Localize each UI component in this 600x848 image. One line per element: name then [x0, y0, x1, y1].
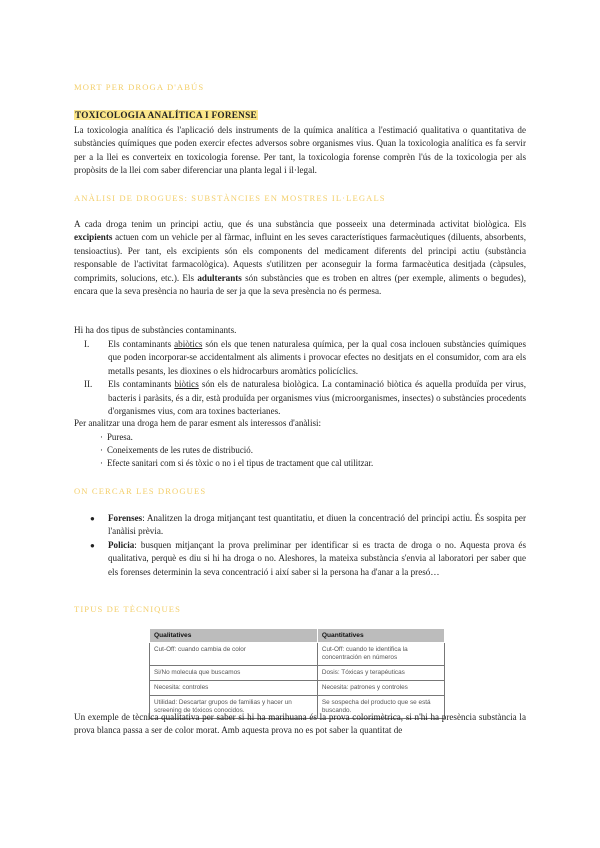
table-row: [150, 681, 445, 696]
list-text-body: : busquen mitjançant la prova preliminar per identificar si es tracta de droga o no. Aquesta prova és qualitativa, perquè es diu si hi ha droga o no. Aleshores, la mateixa substància s'envia al laboratori per saber que els forenses determinin la seva concentració i així saber si la persona ha d'anar a la presó…: [108, 539, 526, 577]
list-text-post: són els que tenen naturalesa química, per la qual cosa inclouen substàncies químiques que poden incorporar-se accidentalment als aliments i provocar efectes no desitjats en el consumidor, com ara els metalls pesants, les dioxines o els hidrocarburs aromàtics policíclics.: [108, 339, 526, 376]
techniques-table: [149, 628, 445, 719]
paragraph-text: són substàncies que es troben en altres (per exemple, aliments o begudes), encara que la seva presència no hauria de ser ja que la seva presència no és permesa.: [74, 272, 526, 297]
table-cell: Cut-Off: cuando cambia de color: [150, 643, 318, 666]
list-item: [100, 444, 373, 457]
bullet-icon: ·: [100, 445, 103, 455]
paragraph-exemple-tecnica: Un exemple de tècnica qualitativa per saber si hi ha marihuana és la prova colorimètrica, si n'hi ha presència substància la prova blanca passa a ser de color morat. Amb aquesta prova no es pot saber la quantitat de: [74, 712, 526, 736]
list-item: [90, 512, 526, 539]
section-heading-analisi: ANÀLISI DE DROGUES: SUBSTÀNCIES EN MOSTRES IL·LEGALS: [74, 193, 386, 203]
list-text: Coneixements de les rutes de distribució.: [107, 445, 253, 455]
interests-list: [100, 431, 373, 470]
paragraph-text: A cada droga tenim un principi actiu, que és una substància que posseeix una determinada activitat biològica. Els: [74, 219, 526, 229]
list-text: [108, 378, 526, 418]
paragraph-text: actuen com un vehicle per al fàrmac, influint en les seves característiques farmacèutiques (diluents, absorbents, tensioactius). Per tant, els excipients són els components del medicament diferents del principi actiu (substància responsable de l'activitat farmacològica). Aquests s'utilitzen per aconseguir la forma farmacèutica desitjada (càpsules, comprimits, solucions, etc.). Els: [74, 232, 526, 283]
where-list: [90, 512, 526, 579]
table-cell: Se sospecha del producto que se está buscando.: [317, 696, 444, 719]
list-text-post: són els de naturalesa biològica. La contaminació biòtica és aquella produïda per virus, bacteris i paràsits, és a dir, està produïda per organismes vius (microorganismes, insectes) o substàncies procedents d'organismes vius, com ara toxines bacterianes.: [108, 379, 527, 417]
list-item: [74, 378, 526, 418]
contaminants-list: [74, 338, 526, 418]
column-header-quantitatives: Quantitatives: [317, 629, 444, 643]
bullet-icon: ·: [100, 458, 103, 468]
paragraph-toxicologia: La toxicologia analítica és l'aplicació dels instruments de la química analítica a l'estimació qualitativa o quantitativa de substàncies químiques que poden exercir efectes adversos sobre organismes vius. Quan la toxicologia analítica es fa servir per a la llei es converteix en toxicologia forense. Per tant, la toxicologia forense comprèn l'ús de la toxicologia per als propòsits de la llei com saber diferenciar una planta legal i il·legal.: [74, 125, 526, 176]
table-row: [150, 643, 445, 666]
table-cell: Dosis: Tóxicas y terapéuticas: [317, 666, 444, 681]
list-number: I.: [84, 339, 90, 349]
list-item: [100, 457, 373, 470]
list-item: [74, 338, 526, 378]
paragraph-contaminants-intro: Hi ha dos tipus de substàncies contaminants.: [74, 325, 237, 335]
table-cell: Utilidad: Descartar grupos de familias y hacer un screening de tóxicos conocidos.: [150, 696, 318, 719]
bullet-icon: ●: [90, 540, 95, 550]
table-cell: Cut-Off: cuando te identifica la concentración en números: [317, 643, 444, 666]
paragraph-interessos: Per analitzar una droga hem de parar esment als interessos d'anàlisi:: [74, 418, 322, 428]
term-adulterants: adulterants: [197, 272, 242, 283]
list-text: [108, 512, 526, 539]
table-cell: Necesita: patrones y controles: [317, 681, 444, 696]
table-cell: Si/No molecula que buscamos: [150, 666, 318, 681]
list-text-pre: Els contaminants: [108, 339, 175, 349]
section-heading-mort: MORT PER DROGA D'ABÚS: [74, 82, 205, 92]
section-heading-tecniques: TIPUS DE TÈCNIQUES: [74, 604, 182, 614]
term-abiotics: abiòtics: [174, 339, 203, 349]
section-heading-on-cercar: ON CERCAR LES DROGUES: [74, 486, 207, 496]
list-text: [108, 539, 526, 579]
list-item: [100, 431, 373, 444]
list-text-pre: Els contaminants: [108, 379, 175, 390]
bullet-icon: ●: [90, 514, 95, 523]
table-header-row: [150, 629, 445, 643]
bullet-icon: ·: [100, 432, 103, 442]
term-policia: Policia: [108, 539, 135, 550]
list-number: II.: [84, 379, 93, 390]
column-header-qualitatives: Qualitatives: [150, 629, 318, 643]
table-row: [150, 666, 445, 681]
subheading-toxicologia: TOXICOLOGIA ANALÍTICA I FORENSE: [75, 110, 257, 120]
term-biotics: biòtics: [174, 379, 199, 390]
list-text: Efecte sanitari com si és tòxic o no i el tipus de tractament que cal utilitzar.: [107, 458, 374, 468]
list-text-body: : Analitzen la droga mitjançant test quantitatiu, et diuen la concentració del principi actiu. És sospita per l'anàlisi prèvia.: [108, 513, 526, 537]
table-cell: Necesita: controles: [150, 681, 318, 696]
term-excipients: excipients: [74, 232, 113, 243]
term-forenses: Forenses: [108, 513, 143, 523]
list-text: [108, 338, 526, 378]
paragraph-principi-actiu: [74, 218, 526, 298]
list-item: [90, 539, 526, 579]
list-text: Puresa.: [107, 432, 133, 442]
